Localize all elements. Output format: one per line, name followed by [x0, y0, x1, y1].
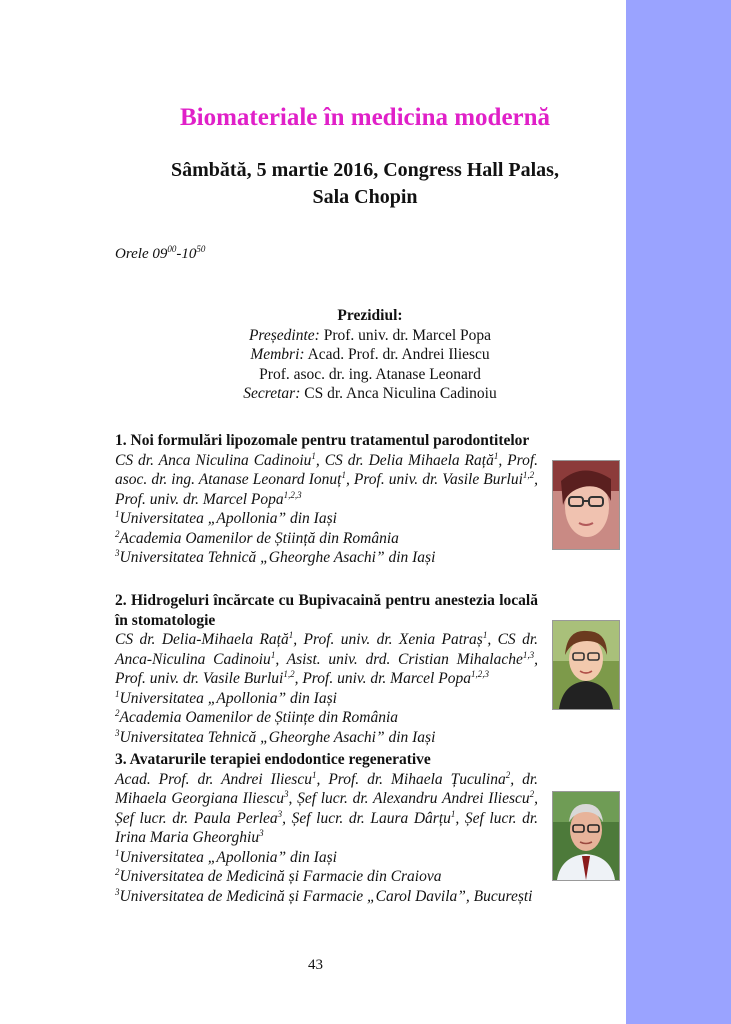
presentation-title: 1. Noi formulări lipozomale pentru tratamentul parodontitelor — [115, 432, 530, 449]
speaker-photo-2 — [552, 620, 620, 710]
affiliation: $^2$Universitatea de Medicină și Farmacie din Craiova — [115, 866, 442, 885]
affiliation: $^3$Universitatea Tehnică „Gheorghe Asachi” din Iași — [115, 547, 436, 566]
affiliation: $^3$Universitatea Tehnică „Gheorghe Asachi” din Iași — [115, 727, 436, 746]
president-line: Președinte: Prof. univ. dr. Marcel Popa — [248, 326, 492, 344]
presentation-title: 3. Avatarurile terapiei endodontice regenerative — [115, 751, 431, 768]
presentation-authors: CS dr. Delia-Mihaela Rață$^1$, Prof. univ. dr. Xenia Patraș$^1$, CS dr. Anca-Niculina Cadinoiu$^1$, Asist. univ. drd. Cristian Mihalache$^{1,3}$, Prof. univ. dr. Vasile Burlui$^{1,2}$, Prof. univ. dr. Marcel Popa$^{1,2,3}$ — [115, 629, 539, 687]
presentation-1 — [115, 431, 538, 568]
presentation-title: 2. Hidrogeluri încărcate cu Bupivacaină pentru anestezia locală în stomatologie — [115, 592, 538, 629]
affiliation: $^2$Academia Oamenilor de Științe din România — [115, 707, 399, 726]
presentation-3 — [115, 750, 538, 906]
side-band — [626, 0, 731, 1024]
presentation-authors: CS dr. Anca Niculina Cadinoiu$^1$, CS dr. Delia Mihaela Rață$^1$, Prof. asoc. dr. ing. Atanase Leonard Ionuț$^1$, Prof. univ. dr. Vasile Burlui$^{1,2}$, Prof. univ. dr. Marcel Popa$^{1,2,3}$ — [115, 450, 539, 508]
page-number: 43 — [308, 957, 323, 973]
affiliation: $^1$Universitatea „Apollonia” din Iași — [115, 847, 337, 866]
member2-line: Prof. asoc. dr. ing. Atanase Leonard — [259, 365, 481, 383]
page-title: Biomateriale în medicina modernă — [179, 104, 551, 131]
presentation-2 — [115, 591, 538, 747]
secretary-line: Secretar: CS dr. Anca Niculina Cadinoiu — [243, 385, 497, 402]
speaker-photo-1 — [552, 460, 620, 550]
subtitle-line2: Sala Chopin — [312, 186, 418, 208]
session-hours: Orele $09^{00}-10^{50}$ — [115, 244, 206, 262]
speaker-photo-3 — [552, 791, 620, 881]
affiliation: $^3$Universitatea de Medicină și Farmacie „Carol Davila”, București — [115, 886, 533, 905]
subtitle-line1: Sâmbătă, 5 martie 2016, Congress Hall Palas, — [171, 159, 559, 181]
affiliation: $^1$Universitatea „Apollonia” din Iași — [115, 508, 337, 527]
presentation-authors: Acad. Prof. dr. Andrei Iliescu$^1$, Prof. dr. Mihaela Țuculina$^2$, dr. Mihaela Georgiana Iliescu$^3$, Șef lucr. dr. Alexandru Andrei Iliescu$^2$, Șef lucr. dr. Paula Perlea$^3$, Șef lucr. dr. Laura Dârțu$^1$, Șef lucr. dr. Irina Maria Gheorghiu$^3$ — [115, 769, 539, 846]
session-subtitle — [100, 157, 630, 211]
presidium-heading: Prezidiul: — [337, 307, 403, 324]
presidium — [110, 306, 630, 404]
members-line: Membri: Acad. Prof. dr. Andrei Iliescu — [250, 346, 490, 363]
affiliation: $^1$Universitatea „Apollonia” din Iași — [115, 688, 337, 707]
affiliation: $^2$Academia Oamenilor de Știință din România — [115, 528, 399, 547]
